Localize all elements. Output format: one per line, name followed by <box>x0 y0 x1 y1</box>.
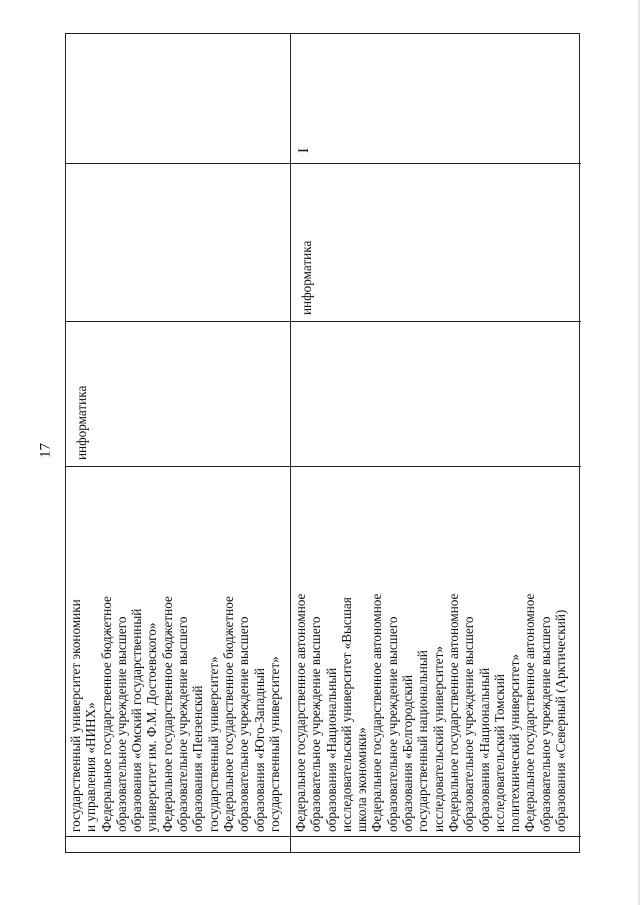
table-cell-subject-r2 <box>291 321 581 466</box>
organization-line: образовательное учреждение высшего <box>384 616 400 832</box>
organization-line: государственный национальный <box>415 650 431 832</box>
organization-line: образования «Юго-Западный <box>251 668 267 832</box>
table-cell-index-r1 <box>66 836 291 852</box>
organization-line: Федеральное государственное бюджетное <box>220 596 236 832</box>
organization-line: исследовательский университет» <box>430 646 446 832</box>
organization-line: государственный университет экономики <box>68 599 83 832</box>
organization-line: Федеральное государственное автономное <box>369 593 385 832</box>
organization-line: образования «Северный (Арктический) <box>553 609 569 832</box>
organization-line: государственный университет» <box>266 656 282 832</box>
organization-line: исследовательский университет «Высшая <box>338 597 354 832</box>
olympiad-table <box>65 33 580 853</box>
organization-line: Федеральное государственное автономное <box>522 593 538 832</box>
table-cell-subject-r1: информатика <box>66 321 291 466</box>
organization-line: образовательное учреждение высшего <box>461 616 477 832</box>
organization-line: образовательное учреждение высшего <box>537 616 553 832</box>
organization-line: университет им. Ф.М. Достоевского» <box>144 622 160 832</box>
organization-line: образования «Национальный <box>323 667 339 832</box>
organization-line: образовательное учреждение высшего <box>113 616 129 832</box>
table-cell-organizations-r1 <box>66 466 291 836</box>
table-cell-subject2-r1 <box>66 163 291 321</box>
table-cell-subject2-r2: информатика <box>291 163 581 321</box>
organization-line: образовательное учреждение высшего <box>175 616 191 832</box>
organization-line: Федеральное государственное автономное <box>293 593 308 832</box>
organization-line: образовательное учреждение высшего <box>308 616 324 832</box>
organization-line: Федеральное государственное бюджетное <box>98 596 114 832</box>
table-cell-index-r2 <box>291 836 581 852</box>
organization-line: образования «Омский государственный <box>129 608 145 832</box>
organization-line: образования «Пензенский <box>190 685 206 832</box>
organization-line: государственный университет» <box>205 656 221 832</box>
organization-line: Федеральное государственное бюджетное <box>159 596 175 832</box>
organization-line: образования «Национальный <box>476 667 492 832</box>
organization-line: образования «Белгородский <box>400 674 416 832</box>
organization-line: Федеральное государственное автономное <box>445 593 461 832</box>
organization-line: образовательное учреждение высшего <box>236 616 252 832</box>
organization-line: и управления «НИНХ» <box>83 702 99 832</box>
table-cell-level-r2: I <box>296 148 312 153</box>
table-cell-level-r1 <box>66 33 291 163</box>
organization-line: политехнический университет» <box>507 654 523 832</box>
page-number: 17 <box>37 443 54 458</box>
organization-line: исследовательский Томский <box>491 674 507 832</box>
organization-line: школа экономики» <box>354 727 370 832</box>
table-cell-organizations-r2 <box>291 466 581 836</box>
